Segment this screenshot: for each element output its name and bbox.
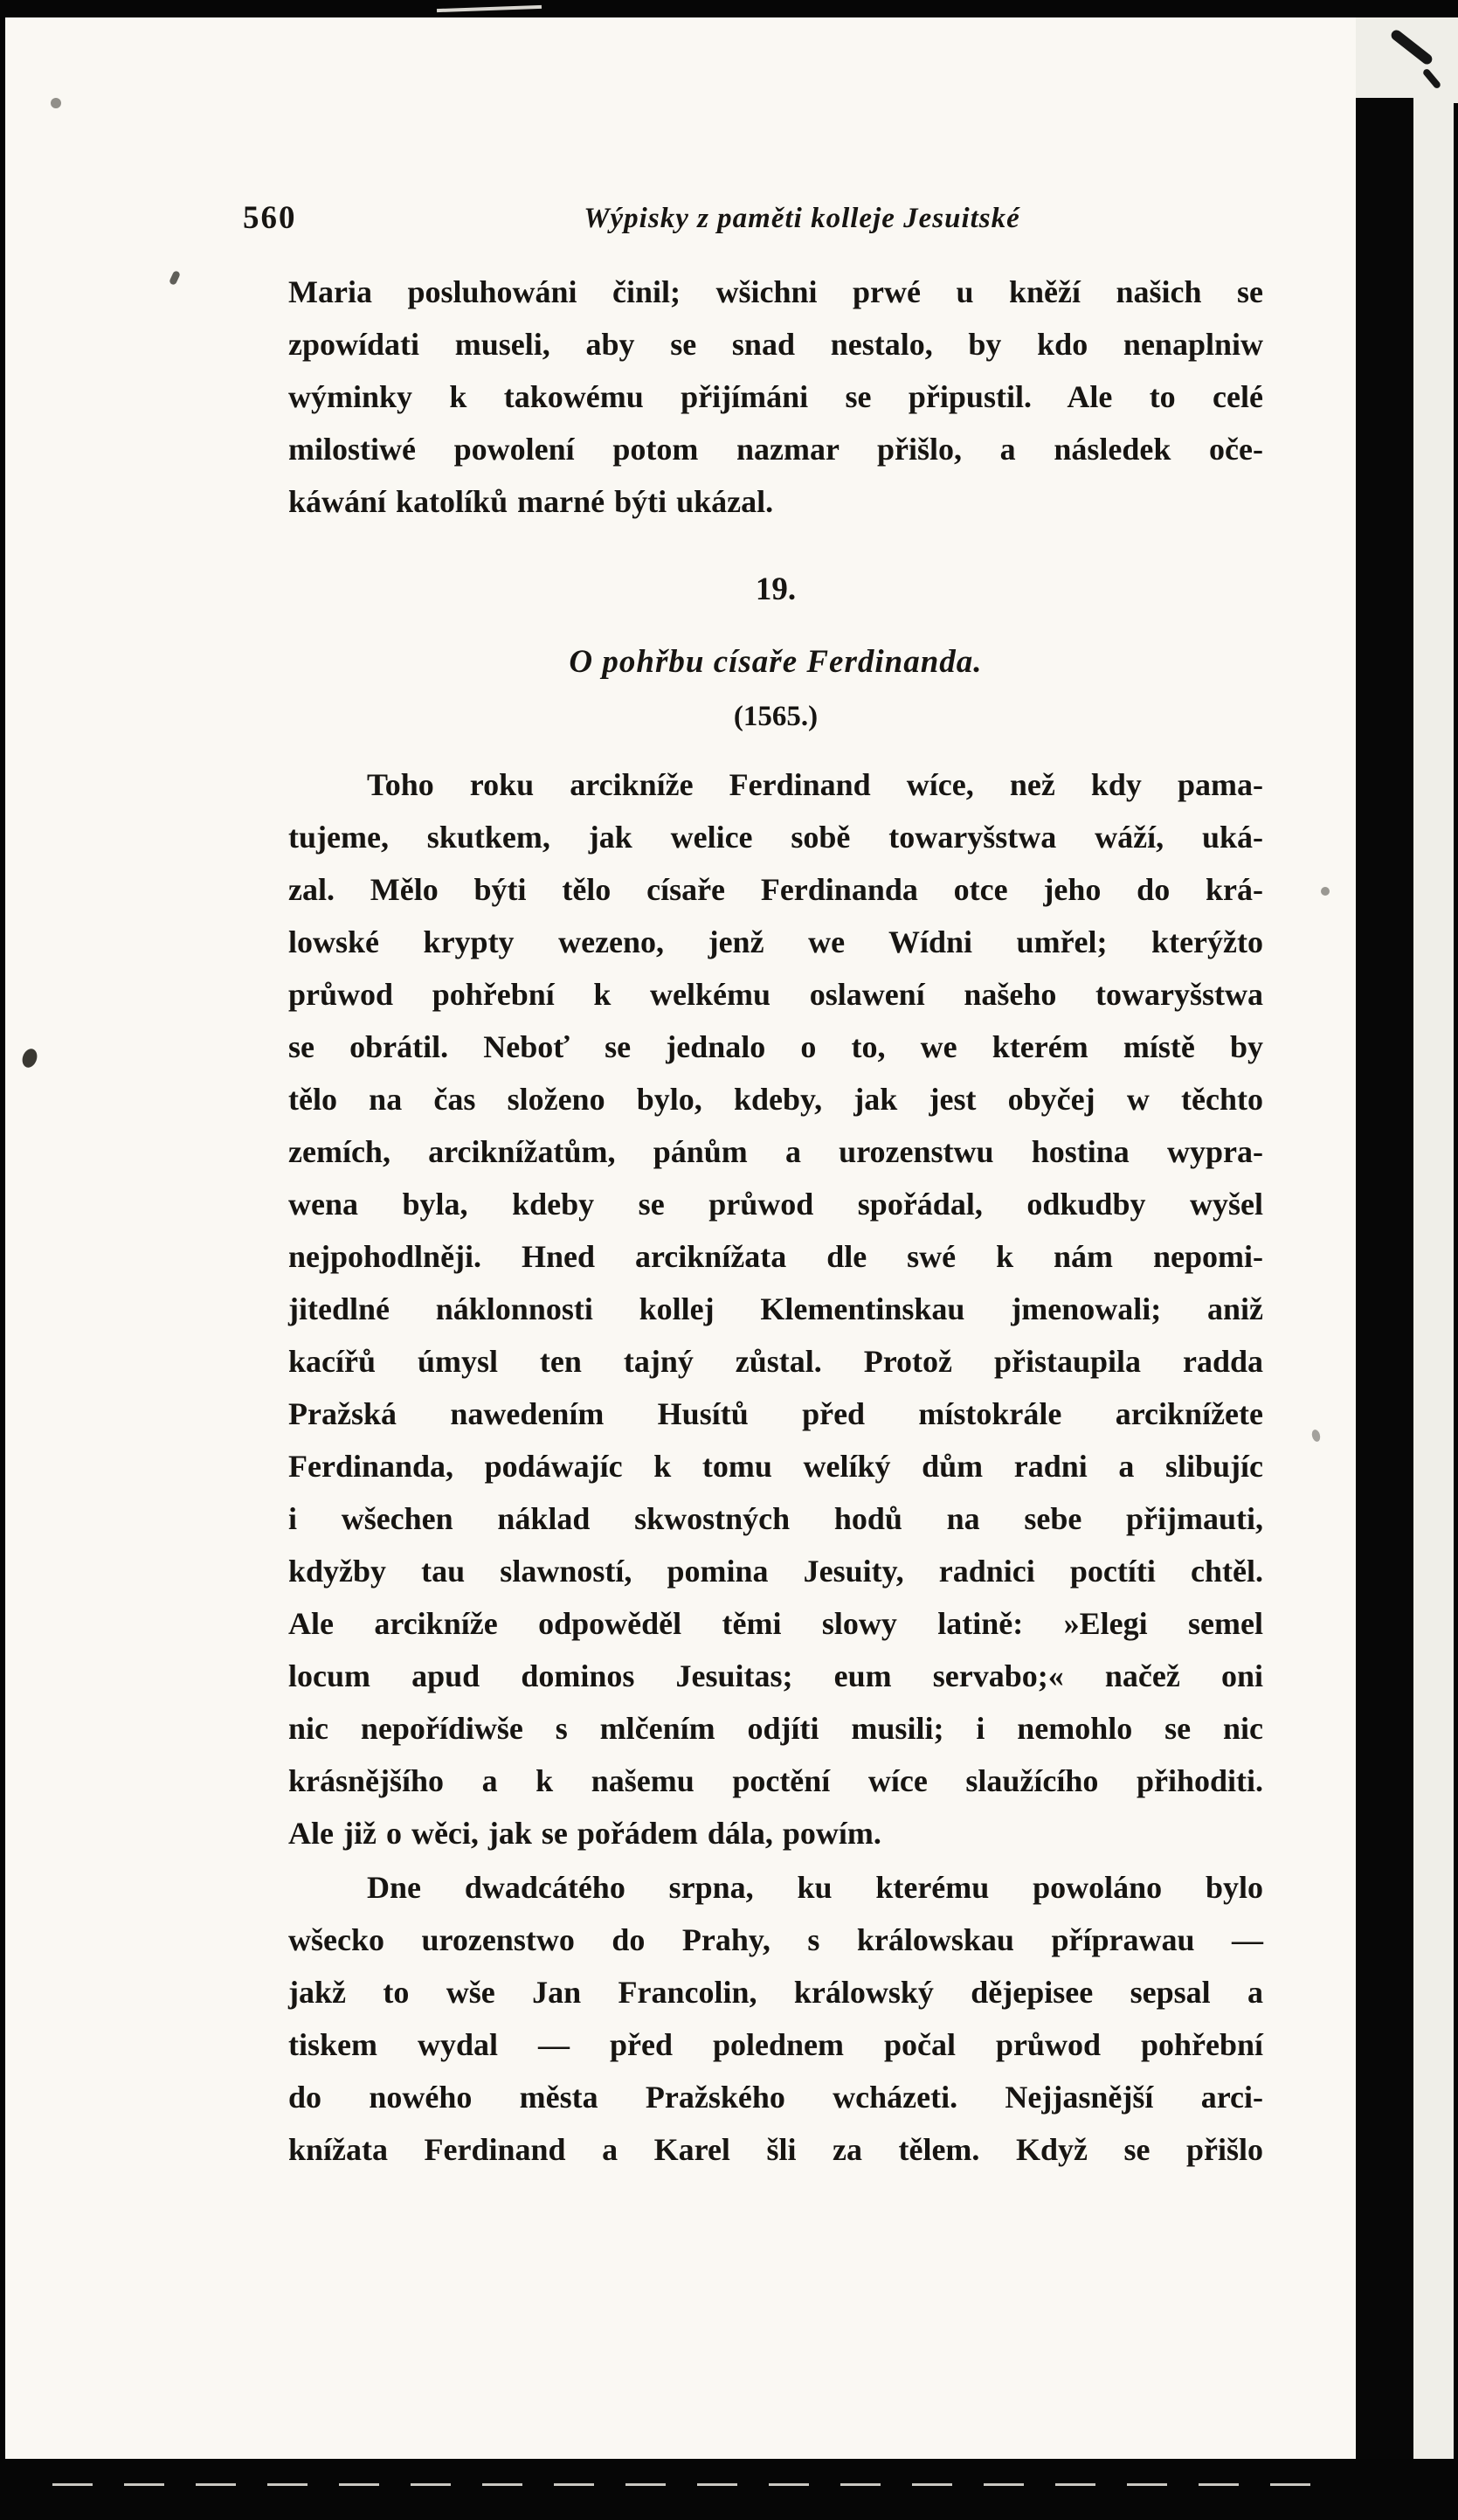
text-column — [243, 17, 1263, 2176]
paragraph-body-1 — [288, 758, 1263, 1859]
book-gutter-shadow — [1356, 98, 1413, 2520]
text-line: i wšechen náklad skwostných hodů na sebe přijmauti, — [288, 1501, 1263, 1536]
text-line: tujeme, skutkem, jak welice sobě towaryšstwa wáží, uká- — [288, 820, 1263, 855]
text-line: krásnějšího a k našemu poctění wíce slaužícího přihoditi. — [288, 1763, 1263, 1798]
text-line: zpowídati museli, aby se snad nestalo, by kdo nenaplniw — [288, 327, 1263, 362]
text-line: milostiwé powolení potom nazmar přišlo, a následek oče- — [288, 432, 1263, 467]
text-line: nic nepořídiwše s mlčením odjíti musili; i nemohlo se nic — [288, 1711, 1263, 1746]
scan-artifact — [51, 98, 61, 108]
scan-border-top — [0, 0, 1458, 17]
scan-artifact — [169, 270, 181, 286]
scan-artifact — [52, 2483, 1310, 2486]
section-number: 19. — [755, 571, 797, 607]
text-line: káwání katolíků marné býti ukázal. — [288, 484, 774, 519]
scan-artifact — [20, 1047, 40, 1070]
text-line: průwod pohřební k welkému oslawení našeho towaryšstwa — [288, 977, 1263, 1012]
page-number: 560 — [243, 200, 297, 236]
text-line: Dne dwadcátého srpna, ku kterému powoláno bylo — [367, 1870, 1263, 1905]
section-heading — [288, 566, 1263, 737]
paragraph-body-2 — [288, 1861, 1263, 2176]
running-header-title: Wýpisky z paměti kolleje Jesuitské — [584, 203, 1020, 234]
text-line: lowské krypty wezeno, jenž we Wídni umřel; kterýžto — [288, 924, 1263, 959]
text-line: jakž to wše Jan Francolin, králowský dějepisee sepsal a — [288, 1975, 1263, 2010]
scan-border-bottom — [0, 2459, 1458, 2520]
scan-artifact — [1321, 887, 1330, 896]
section-title: O pohřbu císaře Ferdinanda. — [569, 644, 983, 680]
text-line: kacířů úmysl ten tajný zůstal. Protož přistaupila radda — [288, 1344, 1263, 1379]
scan-artifact — [437, 5, 542, 12]
text-line: wýminky k takowému přijímáni se připustil. Ale to celé — [288, 379, 1263, 414]
text-line: Ale již o wěci, jak se pořádem dála, powím. — [288, 1816, 881, 1851]
text-line: kdyžby tau slawností, pomina Jesuity, radnici poctíti chtěl. — [288, 1554, 1263, 1589]
text-line: locum apud dominos Jesuitas; eum servabo;« načež oni — [288, 1658, 1263, 1693]
text-line: knížata Ferdinand a Karel šli za tělem. Když se přišlo — [288, 2132, 1263, 2167]
paragraph-intro — [288, 266, 1263, 528]
text-line: do nowého města Pražského wcházeti. Nejjasnější arci- — [288, 2080, 1263, 2115]
text-line: se obrátil. Neboť se jednalo o to, we kterém místě by — [288, 1029, 1263, 1064]
text-line: Toho roku arcikníže Ferdinand wíce, než kdy pama- — [367, 767, 1263, 802]
text-line: zemích, arciknížatům, pánům a urozenstwu hostina wypra- — [288, 1134, 1263, 1169]
running-header — [243, 197, 1263, 239]
text-line: Pražská nawedením Husítů před místokrále arciknížete — [288, 1396, 1263, 1431]
text-line: Maria posluhowáni činil; wšichni prwé u kněží našich se — [288, 274, 1263, 309]
text-line: tiskem wydal — před polednem počal průwod pohřební — [288, 2027, 1263, 2062]
text-line: Ale arcikníže odpowěděl těmi slowy latině: »Elegi semel — [288, 1606, 1263, 1641]
text-line: jitedlné náklonnosti kollej Klementinskau jmenowali; aniž — [288, 1291, 1263, 1326]
scan-artifact — [1310, 1429, 1321, 1443]
text-line: wšecko urozenstwo do Prahy, s králowskau příprawau — — [288, 1922, 1263, 1957]
adjacent-page-edge — [1413, 96, 1454, 2459]
book-page — [5, 17, 1356, 2459]
section-year: (1565.) — [733, 701, 819, 732]
text-line: zal. Mělo býti tělo císaře Ferdinanda otce jeho do krá- — [288, 872, 1263, 907]
text-line: tělo na čas složeno bylo, kdeby, jak jest obyčej w těchto — [288, 1082, 1263, 1117]
text-line: nejpohodlněji. Hned arciknížata dle swé k nám nepomi- — [288, 1239, 1263, 1274]
text-line: Ferdinanda, podáwajíc k tomu welíký dům radni a slibujíc — [288, 1449, 1263, 1484]
text-line: wena byla, kdeby se průwod spořádal, odkudby wyšel — [288, 1187, 1263, 1222]
